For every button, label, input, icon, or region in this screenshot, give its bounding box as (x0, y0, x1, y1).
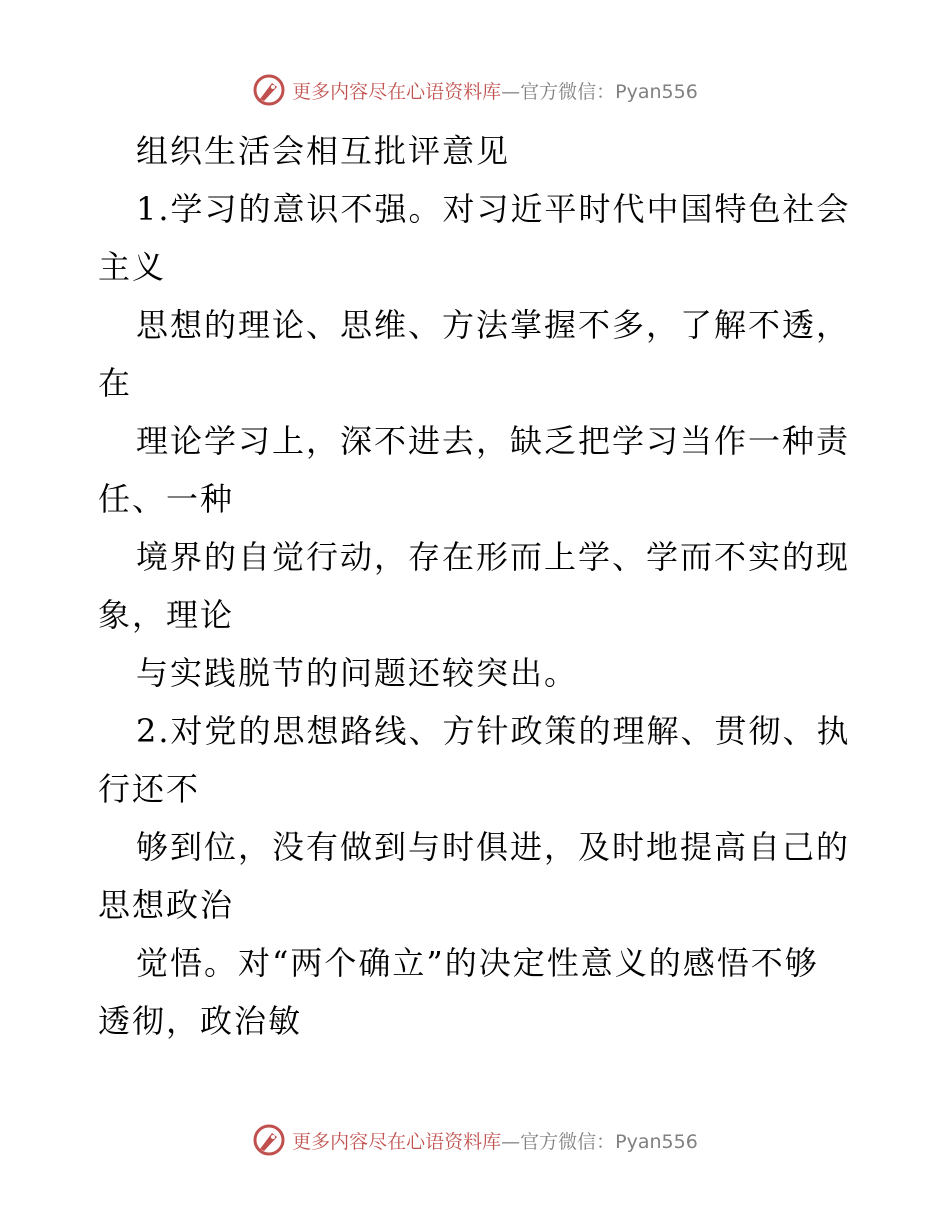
document-body (98, 122, 858, 1050)
watermark-main: 更多内容尽在心语资料库 (292, 1130, 502, 1153)
doc-line: 思想政治 (98, 886, 235, 924)
pen-nib-logo-icon (252, 73, 286, 107)
watermark-main: 更多内容尽在心语资料库 (292, 80, 502, 103)
doc-line: 在 (98, 364, 133, 402)
watermark-text (292, 1127, 698, 1154)
doc-line: 透彻，政治敏 (98, 1002, 303, 1040)
doc-line: 象，理论 (98, 596, 235, 634)
doc-line: 够到位，没有做到与时俱进，及时地提高自己的 (136, 828, 851, 866)
watermark-dash: — (501, 1130, 521, 1153)
header-watermark (0, 70, 950, 110)
doc-line: 境界的自觉行动，存在形而上学、学而不实的现 (136, 538, 851, 576)
footer-watermark (0, 1120, 950, 1160)
doc-line: 与实践脱节的问题还较突出。 (136, 654, 579, 692)
doc-line: 组织生活会相互批评意见 (136, 132, 511, 170)
watermark-dash: — (501, 80, 521, 103)
doc-line: 主义 (98, 248, 167, 286)
doc-line: 思想的理论、思维、方法掌握不多，了解不透， (136, 306, 851, 344)
doc-line: 行还不 (98, 770, 201, 808)
pen-nib-logo-icon (252, 1123, 286, 1157)
watermark-tail: 官方微信：Pyan556 (520, 80, 698, 103)
doc-line: 理论学习上，深不进去，缺乏把学习当作一种责 (136, 422, 851, 460)
doc-line: 任、一种 (98, 480, 235, 518)
doc-line: 觉悟。对“两个确立”的决定性意义的感悟不够 (136, 944, 819, 982)
doc-line: 1.学习的意识不强。对习近平时代中国特色社会 (136, 190, 851, 228)
doc-line: 2.对党的思想路线、方针政策的理解、贯彻、执 (136, 712, 851, 750)
watermark-tail: 官方微信：Pyan556 (520, 1130, 698, 1153)
watermark-text (292, 77, 698, 104)
